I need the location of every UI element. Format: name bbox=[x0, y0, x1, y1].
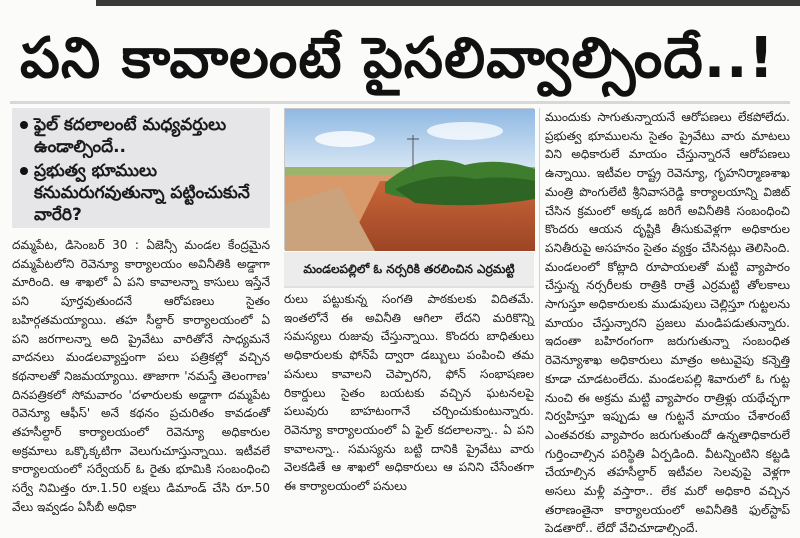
headline-underline bbox=[10, 101, 790, 104]
highlight-text: ఫైల్ కదలాలంటే మధ్యవర్తులు ఉండాల్సిందే.. bbox=[34, 115, 227, 157]
highlight-text: ప్రభుత్వ భూములు కనుమరుగవుతున్నా పట్టించుకునే వారేరి? bbox=[34, 161, 250, 225]
highlight-bullet bbox=[20, 160, 262, 226]
highlight-bullet bbox=[20, 114, 262, 158]
highlight-box bbox=[12, 108, 270, 228]
column-divider bbox=[539, 108, 540, 452]
article-column-1: దమ్మపేట, డిసెంబర్ 30 : ఏజెన్సీ మండల కేంద్రమైన దమ్మపేటలోని రెవెన్యూ కార్యాలయం అవినీతికి అడ్డాగా మారింది. ఆ శాఖలో ఏ పని కావాలన్నా కాసులు ఇస్తేనే పని పూర్తవుతుందనే ఆరోపణలు సైతం బహిర్గతమయ్యాయి. తహ సీల్దార్ కార్యాలయంలో ఏ పని జరగాలన్నా అది ప్రైవేటు వారితోనే సాధ్యమనే వాదనలు మండలవ్యాప్తంగా పలు పత్రికల్లో వచ్చిన కథనాలతో నిజమయ్యాయి. తాజాగా 'నమస్తే తెలంగాణ' దినపత్రికలో సోమవారం 'దళారులకు అడ్డాగా దమ్మపేట రెవెన్యూ ఆఫీస్' అనే కథనం ప్రచురితం కావడంతో తహసీల్దార్ కార్యాలయంలో రెవెన్యూ అధికారుల అక్రమాలు ఒక్కొక్కటిగా వెలుగుచూస్తున్నాయి. ఇటీవలే కార్యాలయంలో సర్వేయర్ ఓ రైతు భూమికి సంబంధించి సర్వే నిమిత్తం రూ.1.50 లక్షలు డిమాండ్ చేసి రూ.50 వేలు ఇవ్వడం ఏసీబీ అధికా bbox=[12, 238, 270, 514]
photo-soil-nursery bbox=[285, 109, 535, 251]
article-column-2: రులు పట్టుకున్న సంగతి పాఠకులకు విదితమే. ఇంతలోనే ఈ అవినీతి ఆగిలా లేదని మరికొన్ని సమస్యలు రుజువు చేస్తున్నాయి. కొందరు బాధితులు అధికారులకు ఫోన్‌పే ద్వారా డబ్బులు పంపించి తమ పనులు కావాలని చెప్పారని, ఫోన్ సంభాషణల రికార్డులు సైతం బయటకు వచ్చిన ఘటనలపై పలువురు బాహటంగానే చర్చించుకుంటున్నారు. రెవెన్యూ కార్యాలయంలో ఏ ఫైల్ కదలాలన్నా.. ఏ పని కావాలన్నా.. సమస్యను బట్టి దానికి ప్రైవేటు వారు వెలకడితే ఆ శాఖలో అధికారులు ఆ పనిని చేసేంతగా ఈ కార్యాలయంలో పనులు bbox=[284, 292, 534, 494]
top-rule-bar bbox=[96, 0, 800, 6]
photo-caption: మండలపల్లిలో ఓ నర్సరికి తరలించిన ఎర్రమట్టి bbox=[284, 252, 534, 288]
bullet-dot-icon bbox=[20, 167, 28, 175]
bullet-dot-icon bbox=[20, 121, 28, 129]
article-column-3: ముందుకు సాగుతున్నాయనే ఆరోపణలు లేకపోలేదు. ప్రభుత్వ భూములను సైతం ప్రైవేటు వారు మాటలు విని అధికారులే మాయం చేస్తున్నారనే ఆరోపణలు ఉన్నాయి. ఇటీవల రాష్ట్ర రెవెన్యూ, గృహనిర్మాణశాఖ మంత్రి పొంగులేటి శ్రీనివాసరెడ్డి కార్యాలయాన్ని విజిట్ చేసిన క్రమంలో అక్కడ జరిగే అవినీతికి సంబంధించి కొందరు ఆయన దృష్టికి తీసుకువెళ్లగా అధికారుల పనితీరుపై అసహనం సైతం వ్యక్తం చేసినట్లు తెలిసింది. మండలంలో కోట్లాది రూపాయలతో మట్టి వ్యాపారం చేస్తున్న నర్సరీలకు రాత్రికి రాత్రే ఎర్రమట్టి తోలకాలు సాగుస్తూ అధికారులకు ముడుపులు చెల్లిస్తూ గుట్టలను మాయం చేస్తున్నారని ప్రజలు మండిపడుతున్నారు. ఇదంతా బహిరంగంగా జరుగుతున్నా సంబంధిత రెవెన్యూశాఖ అధికారులు మాత్రం అటువైపు కన్నెత్తి కూడా చూడటంలేదు. మండలపల్లి శివారులో ఓ గుట్ట నుంచి ఈ అక్రమ మట్టి వ్యాపారం రాత్రిళ్లు యథేచ్ఛగా నిర్వహిస్తూ ఇప్పుడు ఆ గుట్టనే మాయం చేశారంటే ఎంతవరకు వ్యాపారం జరుగుతుందో ఉన్నతాధికారులే గుర్తించాల్సిన పరిస్థితి ఏర్పడింది. వీటన్నింటిని కట్టడి చేయాల్సిన తహసీల్దార్ ఇటీవల సెలవుపై వెళ్లగా అసలు మళ్లీ వస్తారా.. లేక మరో అధికారి వచ్చిన తరాణంతైనా కార్యాలయంలో అవినీతికి ఫుల్‌స్టాప్ పెడతారో.. లేదో వేచిచూడాల్సిందే. bbox=[545, 110, 790, 536]
news-photo bbox=[284, 108, 534, 250]
headline: పని కావాలంటే పైసలివ్వాల్సిందే..! bbox=[20, 26, 775, 91]
